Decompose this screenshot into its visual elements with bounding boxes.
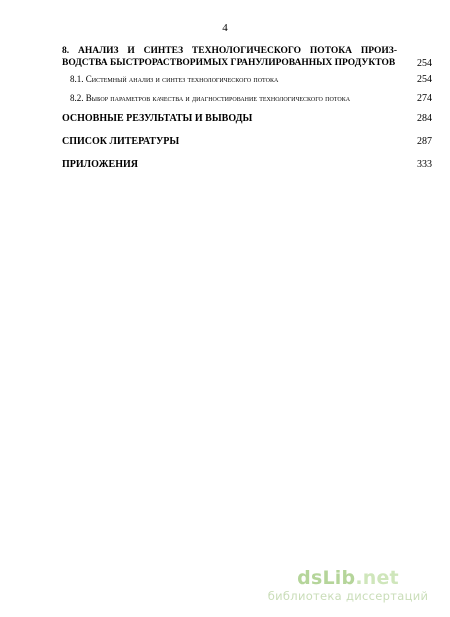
toc-entry-page: 284 — [417, 113, 432, 124]
toc-entry-chapter-8 — [62, 46, 432, 69]
toc-entry-title: ОСНОВНЫЕ РЕЗУЛЬТАТЫ И ВЫВОДЫ — [62, 113, 253, 124]
toc-entry-results — [62, 113, 432, 125]
toc-entry-title: 8. АНАЛИЗ И СИНТЕЗ ТЕХНОЛОГИЧЕСКОГО ПОТОКА ПРОИЗВОДСТВА БЫСТРОРАСТВОРИМЫХ ГРАНУЛИРОВАННЫХ ПРОДУКТОВ — [62, 46, 397, 68]
toc-entry-section-8-2 — [62, 93, 432, 105]
toc-entry-appendices — [62, 159, 432, 171]
toc-entry-references — [62, 136, 432, 148]
table-of-contents — [62, 46, 432, 171]
page-number: 4 — [222, 22, 228, 34]
toc-entry-title: 8.2. Выбор параметров качества и диагностирование технологического потока — [70, 92, 351, 103]
watermark-subtitle: библиотека диссертаций — [267, 589, 429, 603]
toc-entry-title: СПИСОК ЛИТЕРАТУРЫ — [62, 136, 180, 147]
toc-entry-page: 254 — [417, 57, 432, 69]
toc-entry-title: ПРИЛОЖЕНИЯ — [62, 159, 138, 170]
watermark-logo-main: dsLib — [297, 567, 356, 589]
watermark-logo-suffix: .net — [355, 567, 399, 589]
dslib-watermark — [258, 567, 438, 603]
toc-entry-section-8-1 — [62, 74, 432, 86]
toc-entry-title: 8.1. Системный анализ и синтез технологического потока — [70, 74, 279, 84]
toc-entry-page: 254 — [417, 74, 432, 85]
toc-entry-page: 287 — [417, 136, 432, 147]
watermark-logo — [258, 567, 438, 589]
toc-entry-page: 274 — [417, 92, 432, 104]
toc-entry-page: 333 — [417, 159, 432, 170]
